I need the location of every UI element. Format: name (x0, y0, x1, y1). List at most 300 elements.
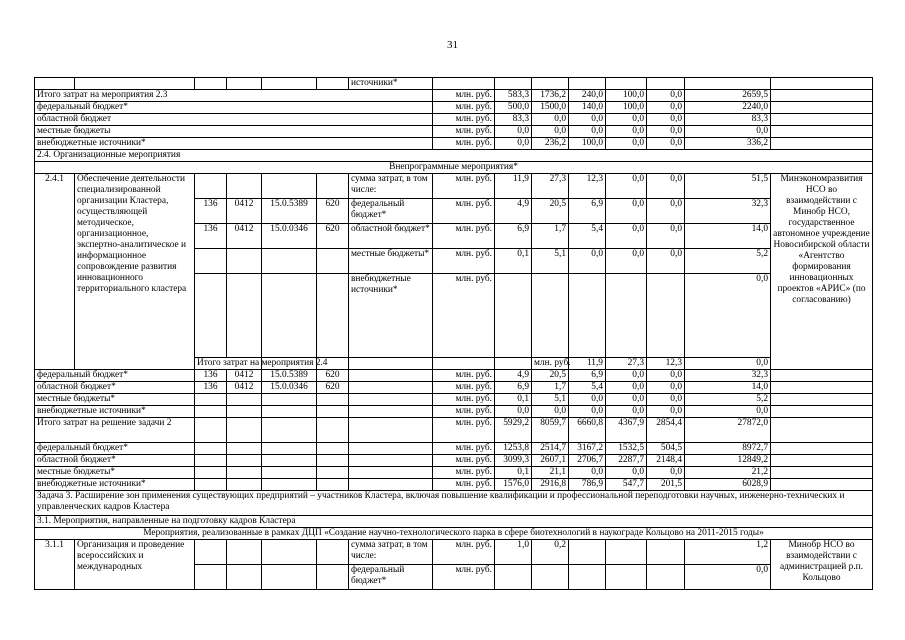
table-cell (349, 467, 433, 479)
table-cell: 6,9 (495, 382, 532, 394)
table-row (35, 491, 873, 516)
table-row (35, 174, 873, 199)
table-cell: 1253,8 (495, 443, 532, 455)
table-cell: 8059,7 (532, 418, 569, 443)
table-cell: 0412 (227, 224, 262, 249)
table-cell (195, 174, 227, 199)
table-cell (532, 565, 569, 590)
table-cell: млн. руб. (433, 394, 495, 406)
table-cell: 2148,4 (647, 455, 685, 467)
table-row (35, 418, 873, 443)
table-cell (771, 443, 873, 455)
table-cell: 0,0 (647, 90, 685, 102)
table-cell: 2854,4 (647, 418, 685, 443)
table-cell (195, 78, 227, 90)
table-cell: 3099,3 (495, 455, 532, 467)
table-cell: Организация и проведение всероссийских и международных (75, 540, 195, 590)
table-cell: 0,0 (606, 249, 647, 274)
table-cell (195, 274, 227, 358)
table-cell: 0,0 (647, 224, 685, 249)
table-cell: 0,0 (569, 126, 606, 138)
table-cell: млн. руб. (433, 138, 495, 150)
table-cell: 0,0 (685, 126, 771, 138)
table-cell: 0,0 (647, 102, 685, 114)
table-cell: 0,0 (569, 394, 606, 406)
table-cell (317, 406, 349, 418)
table-cell (771, 126, 873, 138)
table-cell (195, 540, 227, 565)
table-cell: 583,3 (495, 90, 532, 102)
table-cell: 2607,1 (532, 455, 569, 467)
table-cell: 0,0 (647, 467, 685, 479)
table-cell: областной бюджет (35, 114, 433, 126)
table-cell: 14,0 (685, 382, 771, 394)
table-cell (227, 467, 262, 479)
table-cell: 136 (195, 370, 227, 382)
table-cell: Итого затрат на мероприятия 2.3 (35, 90, 433, 102)
table-cell: 5,1 (532, 394, 569, 406)
table-cell: млн. руб. (433, 114, 495, 126)
table-cell: 620 (317, 224, 349, 249)
table-cell: 0,0 (606, 406, 647, 418)
table-cell (317, 467, 349, 479)
table-cell (647, 565, 685, 590)
table-cell: 0,0 (606, 224, 647, 249)
table-cell (647, 274, 685, 358)
table-cell (262, 406, 317, 418)
table-cell: местные бюджеты* (349, 249, 433, 274)
table-cell: местные бюджеты* (35, 467, 195, 479)
table-cell: 2916,8 (532, 479, 569, 491)
table-cell (771, 382, 873, 394)
table-cell (195, 394, 227, 406)
table-cell (569, 274, 606, 358)
table-cell: млн. руб. (433, 126, 495, 138)
table-cell (75, 78, 195, 90)
table-cell: млн. руб. (433, 455, 495, 467)
table-cell (195, 418, 227, 443)
table-cell: 0,0 (647, 382, 685, 394)
table-cell: 1,2 (685, 540, 771, 565)
table-cell: 4367,9 (606, 418, 647, 443)
table-cell: млн. руб. (433, 249, 495, 274)
table-cell (195, 455, 227, 467)
table-row (35, 394, 873, 406)
table-cell: 100,0 (606, 102, 647, 114)
table-cell: млн. руб. (433, 443, 495, 455)
table-cell: 21,1 (532, 467, 569, 479)
table-cell (606, 274, 647, 358)
table-cell: 140,0 (569, 102, 606, 114)
table-cell (771, 479, 873, 491)
table-row (35, 528, 873, 540)
table-row (35, 138, 873, 150)
table-cell: 0,0 (606, 199, 647, 224)
table-cell (227, 443, 262, 455)
table-cell (771, 370, 873, 382)
table-cell: 21,2 (685, 467, 771, 479)
table-cell (227, 479, 262, 491)
table-cell: 136 (195, 224, 227, 249)
table-cell (262, 479, 317, 491)
table-cell: млн. руб. (433, 565, 495, 590)
table-cell: 0,0 (647, 126, 685, 138)
table-cell (349, 418, 433, 443)
table-cell: млн. руб. (532, 358, 569, 370)
table-row (35, 102, 873, 114)
table-cell: 0,0 (647, 199, 685, 224)
table-cell (771, 114, 873, 126)
table-cell: 136 (195, 199, 227, 224)
table-cell: 0,0 (569, 467, 606, 479)
table-cell: Итого затрат на решение задачи 2 (35, 418, 195, 443)
table-cell (227, 174, 262, 199)
table-cell (262, 174, 317, 199)
table-cell (262, 540, 317, 565)
table-cell: местные бюджеты* (35, 394, 195, 406)
table-cell: 0,0 (647, 138, 685, 150)
table-cell (349, 455, 433, 467)
table-cell (317, 455, 349, 467)
table-cell (195, 467, 227, 479)
table-cell: млн. руб. (433, 199, 495, 224)
table-cell: Обеспечение деятельности специализированной организации Кластера, осуществляющей методическое, организационное, экспертно-аналитическое и информационное сопровождение развития инновационного территориального кластера (75, 174, 195, 370)
table-cell (227, 274, 262, 358)
table-row (35, 114, 873, 126)
table-cell: млн. руб. (433, 90, 495, 102)
table-cell: 0,0 (532, 406, 569, 418)
table-cell (771, 406, 873, 418)
table-cell: млн. руб. (433, 467, 495, 479)
table-cell (771, 78, 873, 90)
table-cell (317, 418, 349, 443)
table-cell (262, 418, 317, 443)
table-cell: 2240,0 (685, 102, 771, 114)
table-cell (227, 406, 262, 418)
table-cell (771, 90, 873, 102)
table-cell: млн. руб. (433, 102, 495, 114)
table-cell: 0,0 (606, 467, 647, 479)
table-cell (349, 443, 433, 455)
table-cell (195, 406, 227, 418)
table-cell: 6660,8 (569, 418, 606, 443)
table-cell: 3167,2 (569, 443, 606, 455)
table-cell (317, 274, 349, 358)
table-cell: 0,0 (647, 114, 685, 126)
table-cell: 20,5 (532, 199, 569, 224)
table-cell: Итого затрат на мероприятия 2.4 (195, 358, 262, 370)
table-cell: 0,0 (647, 406, 685, 418)
table-cell (606, 78, 647, 90)
table-cell: 0,0 (569, 114, 606, 126)
table-cell (317, 249, 349, 274)
table-cell (771, 455, 873, 467)
table-cell: 1,7 (532, 224, 569, 249)
table-cell: 547,7 (606, 479, 647, 491)
table-cell: федеральный бюджет* (35, 370, 195, 382)
table-cell: 0,0 (532, 114, 569, 126)
table-cell (532, 274, 569, 358)
table-cell: 2659,5 (685, 90, 771, 102)
table-cell: 0,0 (569, 406, 606, 418)
table-cell: внебюджетные источники* (35, 406, 195, 418)
table-cell: 32,3 (685, 370, 771, 382)
table-cell (262, 467, 317, 479)
table-row (35, 126, 873, 138)
table-row (35, 443, 873, 455)
table-cell (262, 565, 317, 590)
table-cell: областной бюджет* (35, 382, 195, 394)
table-cell (771, 467, 873, 479)
table-cell: 2287,7 (606, 455, 647, 467)
table-cell (317, 174, 349, 199)
table-cell: 27,3 (532, 174, 569, 199)
table-cell: 0,0 (685, 406, 771, 418)
table-cell: областной бюджет* (349, 224, 433, 249)
table-cell: Внепрограммные мероприятия* (35, 162, 873, 174)
table-cell: 0,0 (569, 249, 606, 274)
table-cell: 0,0 (606, 370, 647, 382)
table-cell: 0,0 (606, 382, 647, 394)
table-cell: млн. руб. (433, 370, 495, 382)
table-cell (35, 78, 75, 90)
table-cell: 0,1 (495, 249, 532, 274)
table-cell: 12,3 (647, 358, 685, 370)
table-cell (262, 78, 317, 90)
table-cell: 0,0 (495, 138, 532, 150)
table-cell: 0,1 (495, 467, 532, 479)
table-cell: внебюджетные источники* (35, 138, 433, 150)
table-row (35, 370, 873, 382)
table-cell: источники* (349, 78, 433, 90)
table-cell: 0,0 (606, 126, 647, 138)
budget-table (34, 77, 873, 590)
table-cell: внебюджетные источники* (35, 479, 195, 491)
table-cell: 0412 (227, 199, 262, 224)
table-cell (195, 443, 227, 455)
table-cell (771, 138, 873, 150)
table-cell (227, 78, 262, 90)
table-cell (495, 565, 532, 590)
table-cell: млн. руб. (433, 406, 495, 418)
table-cell (227, 249, 262, 274)
table-cell: 0,1 (495, 394, 532, 406)
table-cell: 620 (317, 382, 349, 394)
table-cell (647, 540, 685, 565)
table-cell: федеральный бюджет* (349, 199, 433, 224)
table-row (35, 162, 873, 174)
table-cell (262, 249, 317, 274)
table-cell: 2706,7 (569, 455, 606, 467)
table-cell: 15.0.5389 (262, 370, 317, 382)
table-cell: федеральный бюджет* (35, 443, 195, 455)
table-cell (433, 78, 495, 90)
table-cell: сумма затрат, в том числе: (349, 540, 433, 565)
table-cell (606, 540, 647, 565)
table-cell: внебюджетные источники* (349, 274, 433, 358)
table-cell: 20,5 (532, 370, 569, 382)
table-cell (262, 443, 317, 455)
table-cell: областной бюджет* (35, 455, 195, 467)
table-cell: 0,0 (606, 114, 647, 126)
table-cell (317, 394, 349, 406)
table-row (35, 479, 873, 491)
table-cell (195, 479, 227, 491)
table-cell: 0,0 (606, 138, 647, 150)
table-cell: 0412 (227, 382, 262, 394)
table-cell: млн. руб. (433, 224, 495, 249)
table-cell: млн. руб. (433, 382, 495, 394)
table-cell (317, 443, 349, 455)
table-cell: млн. руб. (433, 479, 495, 491)
table-cell (227, 565, 262, 590)
table-cell: 0,0 (685, 565, 771, 590)
table-cell: Мероприятия, реализованные в рамках ДЦП «Создание научно-технологического парка в сфере биотехнологий в наукограде Кольцово на 2011-2015 годы» (35, 528, 873, 540)
table-cell: 8972,7 (685, 443, 771, 455)
table-cell: 11,9 (569, 358, 606, 370)
table-cell: 500,0 (495, 102, 532, 114)
table-cell: Минобр НСО во взаимодействии с администрацией р.п. Кольцово (771, 540, 873, 590)
table-cell (195, 249, 227, 274)
table-cell: 15.0.0346 (262, 382, 317, 394)
table-cell: 2.4. Организационные мероприятия (35, 150, 873, 162)
table-cell: 4,9 (495, 199, 532, 224)
table-cell: 5,4 (569, 224, 606, 249)
table-cell: 201,5 (647, 479, 685, 491)
table-cell: федеральный бюджет* (349, 565, 433, 590)
table-cell: 0,0 (647, 174, 685, 199)
table-row (35, 90, 873, 102)
table-cell: 15.0.0346 (262, 224, 317, 249)
table-cell: 5,2 (685, 394, 771, 406)
table-cell (195, 565, 227, 590)
table-row (35, 78, 873, 90)
table-cell: 3.1. Мероприятия, направленные на подготовку кадров Кластера (35, 516, 873, 528)
table-cell: 0,0 (685, 358, 771, 370)
table-cell: млн. руб. (433, 540, 495, 565)
table-cell (495, 358, 532, 370)
table-cell (317, 78, 349, 90)
table-cell: 0,0 (495, 126, 532, 138)
table-cell: 6028,9 (685, 479, 771, 491)
table-cell: 83,3 (495, 114, 532, 126)
table-row (35, 467, 873, 479)
table-cell: 100,0 (569, 138, 606, 150)
table-cell: 0,0 (647, 370, 685, 382)
table-cell: млн. руб. (433, 174, 495, 199)
table-cell (227, 418, 262, 443)
table-cell (317, 565, 349, 590)
table-cell: 1576,0 (495, 479, 532, 491)
table-cell: 12,3 (569, 174, 606, 199)
table-cell: 240,0 (569, 90, 606, 102)
table-row (35, 455, 873, 467)
table-cell: 27872,0 (685, 418, 771, 443)
table-cell: 0,0 (685, 274, 771, 358)
table-row (35, 516, 873, 528)
table-cell: 2514,7 (532, 443, 569, 455)
table-cell: Минэкономразвития НСО во взаимодействии с Минобр НСО, государственное автономное учреждение Новосибирской области «Агентство формирования инновационных проектов «АРИС» (по согласованию) (771, 174, 873, 370)
table-cell (771, 418, 873, 443)
table-cell (349, 370, 433, 382)
table-cell: 6,9 (569, 199, 606, 224)
table-cell: 14,0 (685, 224, 771, 249)
table-row (35, 382, 873, 394)
table-cell: 32,3 (685, 199, 771, 224)
table-cell: млн. руб. (433, 274, 495, 358)
table-cell: 1,7 (532, 382, 569, 394)
table-cell (495, 78, 532, 90)
table-cell: 11,9 (495, 174, 532, 199)
table-cell: 6,9 (495, 224, 532, 249)
table-cell: 1,0 (495, 540, 532, 565)
table-cell: 27,3 (606, 358, 647, 370)
table-cell: 620 (317, 199, 349, 224)
table-cell: 1736,2 (532, 90, 569, 102)
table-cell (532, 78, 569, 90)
table-cell (317, 479, 349, 491)
table-cell (349, 394, 433, 406)
table-cell: 620 (317, 370, 349, 382)
table-cell (606, 565, 647, 590)
table-cell: сумма затрат, в том числе: (349, 174, 433, 199)
table-cell (227, 455, 262, 467)
table-cell: 0,0 (606, 394, 647, 406)
table-cell (349, 406, 433, 418)
table-cell: 15.0.5389 (262, 199, 317, 224)
table-cell: 5,4 (569, 382, 606, 394)
table-cell: 4,9 (495, 370, 532, 382)
table-cell: 51,5 (685, 174, 771, 199)
table-cell: 236,2 (532, 138, 569, 150)
table-cell: 0412 (227, 370, 262, 382)
table-cell (647, 78, 685, 90)
table-cell (317, 540, 349, 565)
table-cell: 83,3 (685, 114, 771, 126)
table-cell (433, 358, 495, 370)
table-cell (569, 540, 606, 565)
table-row (35, 150, 873, 162)
table-cell: 5929,2 (495, 418, 532, 443)
table-cell: 5,2 (685, 249, 771, 274)
table-cell (685, 78, 771, 90)
table-row (35, 406, 873, 418)
table-cell (227, 540, 262, 565)
table-cell: Задача 3. Расширение зон применения существующих предприятий – участников Кластера, включая повышение квалификации и профессиональной переподготовки научных, инженерно-технических и управленческих кадров Кластера (35, 491, 873, 516)
table-cell: 0,0 (647, 394, 685, 406)
table-cell (771, 394, 873, 406)
table-row (35, 540, 873, 565)
table-cell (227, 394, 262, 406)
table-cell: 1532,5 (606, 443, 647, 455)
table-cell: 0,0 (495, 406, 532, 418)
table-cell: федеральный бюджет* (35, 102, 433, 114)
table-cell: 786,9 (569, 479, 606, 491)
table-cell: 0,0 (606, 174, 647, 199)
table-cell (349, 382, 433, 394)
table-cell: 0,2 (532, 540, 569, 565)
table-cell: 1500,0 (532, 102, 569, 114)
table-cell (771, 102, 873, 114)
table-cell: 336,2 (685, 138, 771, 150)
table-cell: 6,9 (569, 370, 606, 382)
table-cell (349, 479, 433, 491)
table-cell: 100,0 (606, 90, 647, 102)
table-cell: 5,1 (532, 249, 569, 274)
table-cell (569, 565, 606, 590)
table-cell: 3.1.1 (35, 540, 75, 590)
table-cell (262, 455, 317, 467)
